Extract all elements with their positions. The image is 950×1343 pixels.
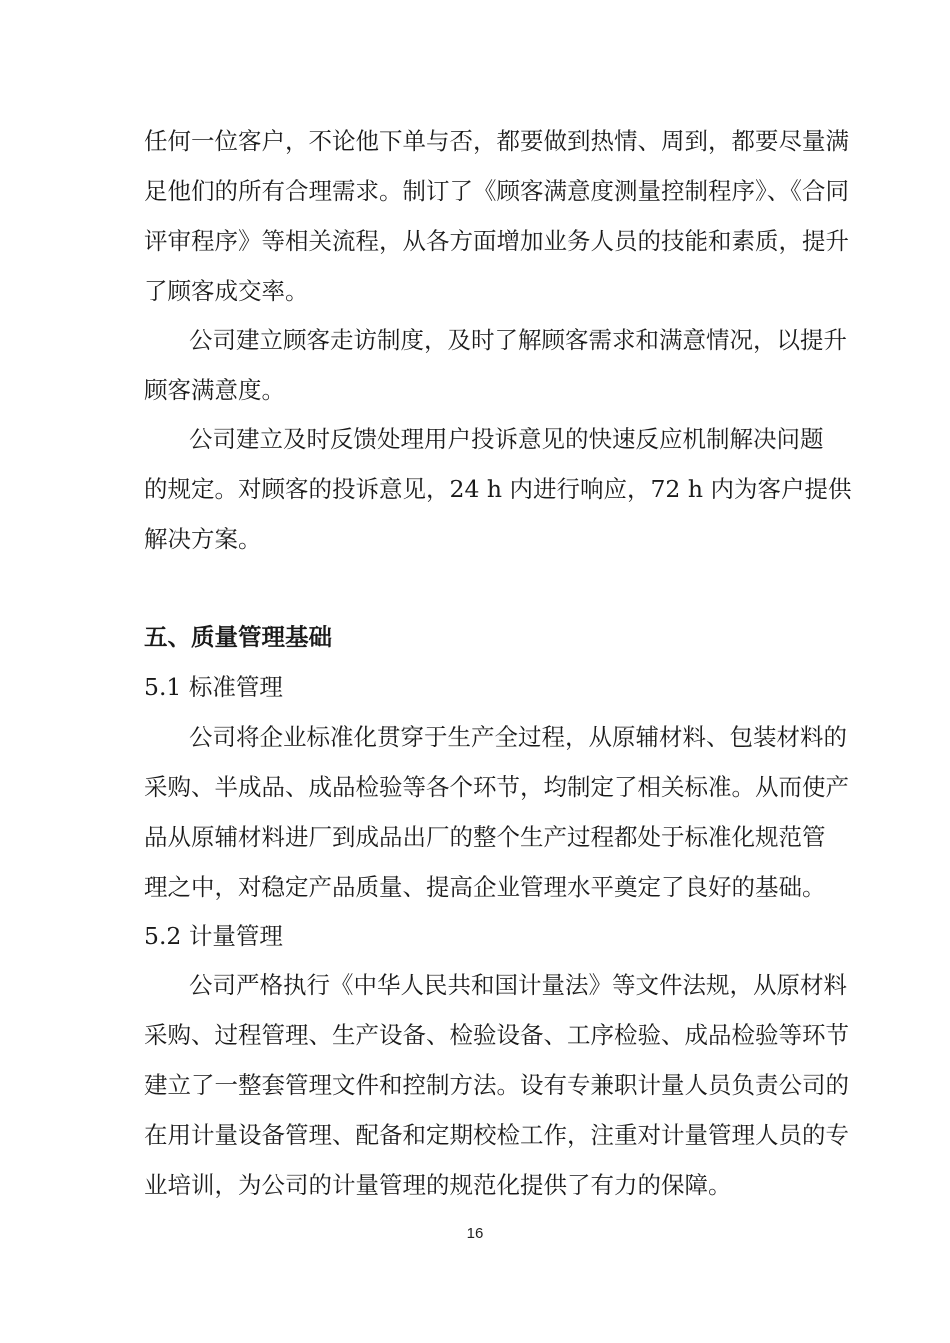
subsection-5-1-line-2: 采购、半成品、成品检验等各个环节，均制定了相关标准。从而使产 bbox=[144, 773, 849, 801]
paragraph-1-line-1: 任何一位客户，不论他下单与否，都要做到热情、周到，都要尽量满 bbox=[144, 127, 849, 155]
subsection-5-1-line-3: 品从原辅材料进厂到成品出厂的整个生产过程都处于标准化规范管 bbox=[144, 823, 826, 851]
paragraph-3-line-3: 解决方案。 bbox=[144, 525, 262, 553]
paragraph-1-line-2: 足他们的所有合理需求。制订了《顾客满意度测量控制程序》、《合同 bbox=[144, 177, 849, 205]
subsection-heading-5-1: 5.1 标准管理 bbox=[144, 673, 283, 701]
paragraph-2-line-2: 顾客满意度。 bbox=[144, 376, 285, 404]
subsection-5-2-line-2: 采购、过程管理、生产设备、检验设备、工序检验、成品检验等环节 bbox=[144, 1021, 849, 1049]
paragraph-3-line-1: 公司建立及时反馈处理用户投诉意见的快速反应机制解决问题 bbox=[189, 425, 824, 453]
paragraph-3-line-2: 的规定。对顾客的投诉意见，24 h 内进行响应，72 h 内为客户提供 bbox=[144, 475, 852, 503]
paragraph-1-line-4: 了顾客成交率。 bbox=[144, 277, 309, 305]
paragraph-1-line-3: 评审程序》等相关流程，从各方面增加业务人员的技能和素质，提升 bbox=[144, 227, 849, 255]
subsection-heading-5-2: 5.2 计量管理 bbox=[144, 922, 283, 950]
subsection-5-2-line-4: 在用计量设备管理、配备和定期校检工作，注重对计量管理人员的专 bbox=[144, 1121, 849, 1149]
subsection-5-2-line-1: 公司严格执行《中华人民共和国计量法》等文件法规，从原材料 bbox=[189, 971, 847, 999]
section-heading: 五、质量管理基础 bbox=[144, 623, 332, 651]
subsection-5-1-line-4: 理之中，对稳定产品质量、提高企业管理水平奠定了良好的基础。 bbox=[144, 873, 826, 901]
paragraph-2-line-1: 公司建立顾客走访制度，及时了解顾客需求和满意情况，以提升 bbox=[189, 326, 847, 354]
subsection-5-2-line-5: 业培训，为公司的计量管理的规范化提供了有力的保障。 bbox=[144, 1171, 732, 1199]
subsection-5-2-line-3: 建立了一整套管理文件和控制方法。设有专兼职计量人员负责公司的 bbox=[144, 1071, 849, 1099]
subsection-5-1-line-1: 公司将企业标准化贯穿于生产全过程，从原辅材料、包装材料的 bbox=[189, 723, 847, 751]
page-number: 16 bbox=[466, 1225, 484, 1242]
